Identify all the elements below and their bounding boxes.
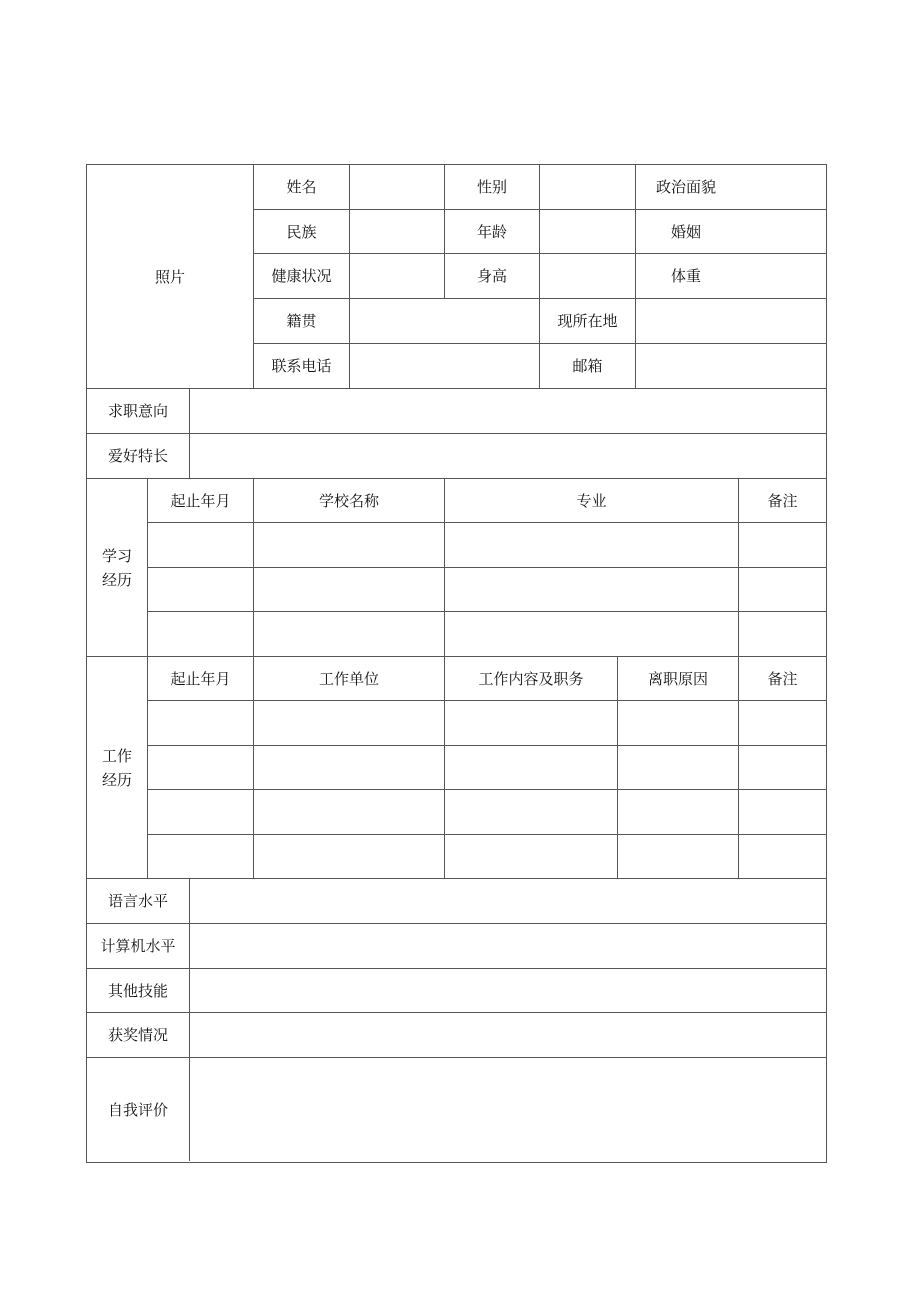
work-row-2-notes[interactable]: [739, 746, 826, 790]
work-header-duties: 工作内容及职务: [445, 657, 618, 701]
marital-cell[interactable]: [636, 210, 826, 254]
phone-label: 联系电话: [254, 344, 350, 389]
work-header-period: 起止年月: [148, 657, 254, 701]
education-header-period: 起止年月: [148, 479, 254, 523]
work-header-leave-reason: 离职原因: [618, 657, 739, 701]
education-row-3-notes[interactable]: [739, 612, 826, 657]
work-row-4-notes[interactable]: [739, 835, 826, 879]
work-header-notes: 备注: [739, 657, 826, 701]
work-row-2-period[interactable]: [148, 746, 254, 790]
native-place-field[interactable]: [350, 299, 540, 344]
education-label-line1: 学习: [101, 546, 132, 565]
hobbies-label: 爱好特长: [87, 434, 190, 479]
self-evaluation-field[interactable]: [190, 1058, 826, 1161]
marital-label: 婚姻: [671, 222, 702, 241]
education-row-3-school[interactable]: [254, 612, 445, 657]
awards-field[interactable]: [190, 1013, 826, 1058]
education-row-1-school[interactable]: [254, 523, 445, 568]
age-label: 年龄: [445, 210, 540, 254]
work-row-1-employer[interactable]: [254, 701, 445, 746]
health-field[interactable]: [350, 254, 445, 299]
work-section-label: [87, 657, 148, 879]
email-label: 邮箱: [540, 344, 636, 389]
work-row-2-employer[interactable]: [254, 746, 445, 790]
photo-label: 照片: [154, 267, 185, 286]
work-header-employer: 工作单位: [254, 657, 445, 701]
political-status-label[interactable]: [636, 165, 826, 210]
weight-cell[interactable]: [636, 254, 826, 299]
name-field[interactable]: [350, 165, 445, 210]
hobbies-field[interactable]: [190, 434, 826, 479]
education-header-school: 学校名称: [254, 479, 445, 523]
work-label-line1: 工作: [101, 746, 132, 765]
work-row-4-period[interactable]: [148, 835, 254, 879]
work-row-1-period[interactable]: [148, 701, 254, 746]
work-row-1-notes[interactable]: [739, 701, 826, 746]
work-row-3-period[interactable]: [148, 790, 254, 835]
ethnicity-field[interactable]: [350, 210, 445, 254]
education-row-2-major[interactable]: [445, 568, 739, 612]
gender-label: 性别: [445, 165, 540, 210]
phone-field[interactable]: [350, 344, 540, 389]
education-header-major: 专业: [445, 479, 739, 523]
weight-label: 体重: [671, 267, 702, 285]
computer-field[interactable]: [190, 924, 826, 969]
education-row-3-major[interactable]: [445, 612, 739, 657]
photo-cell[interactable]: [87, 165, 254, 389]
political-status-label-text: 政治面貌: [656, 178, 717, 196]
self-evaluation-label: 自我评价: [87, 1058, 190, 1161]
education-row-1-notes[interactable]: [739, 523, 826, 568]
language-field[interactable]: [190, 879, 826, 924]
education-row-2-school[interactable]: [254, 568, 445, 612]
awards-label: 获奖情况: [87, 1013, 190, 1058]
job-intention-label: 求职意向: [87, 389, 190, 434]
work-row-3-duties[interactable]: [445, 790, 618, 835]
education-row-1-major[interactable]: [445, 523, 739, 568]
education-section-label: [87, 479, 148, 657]
work-row-3-notes[interactable]: [739, 790, 826, 835]
name-label: 姓名: [254, 165, 350, 210]
education-header-notes: 备注: [739, 479, 826, 523]
age-field[interactable]: [540, 210, 636, 254]
resume-form-table: [86, 164, 827, 1163]
other-skills-label: 其他技能: [87, 969, 190, 1013]
computer-label: 计算机水平: [87, 924, 190, 969]
height-field[interactable]: [540, 254, 636, 299]
native-place-label: 籍贯: [254, 299, 350, 344]
gender-field[interactable]: [540, 165, 636, 210]
education-row-2-notes[interactable]: [739, 568, 826, 612]
work-row-1-leave-reason[interactable]: [618, 701, 739, 746]
ethnicity-label: 民族: [254, 210, 350, 254]
work-row-4-leave-reason[interactable]: [618, 835, 739, 879]
work-row-4-duties[interactable]: [445, 835, 618, 879]
height-label: 身高: [445, 254, 540, 299]
work-row-1-duties[interactable]: [445, 701, 618, 746]
other-skills-field[interactable]: [190, 969, 826, 1013]
work-row-3-leave-reason[interactable]: [618, 790, 739, 835]
email-field[interactable]: [636, 344, 826, 389]
education-row-1-period[interactable]: [148, 523, 254, 568]
current-location-label: 现所在地: [540, 299, 636, 344]
education-row-2-period[interactable]: [148, 568, 254, 612]
work-row-2-leave-reason[interactable]: [618, 746, 739, 790]
education-row-3-period[interactable]: [148, 612, 254, 657]
education-label-line2: 经历: [101, 570, 132, 589]
work-row-2-duties[interactable]: [445, 746, 618, 790]
job-intention-field[interactable]: [190, 389, 826, 434]
language-label: 语言水平: [87, 879, 190, 924]
work-label-line2: 经历: [101, 770, 132, 789]
health-label: 健康状况: [254, 254, 350, 299]
work-row-4-employer[interactable]: [254, 835, 445, 879]
work-row-3-employer[interactable]: [254, 790, 445, 835]
current-location-field[interactable]: [636, 299, 826, 344]
